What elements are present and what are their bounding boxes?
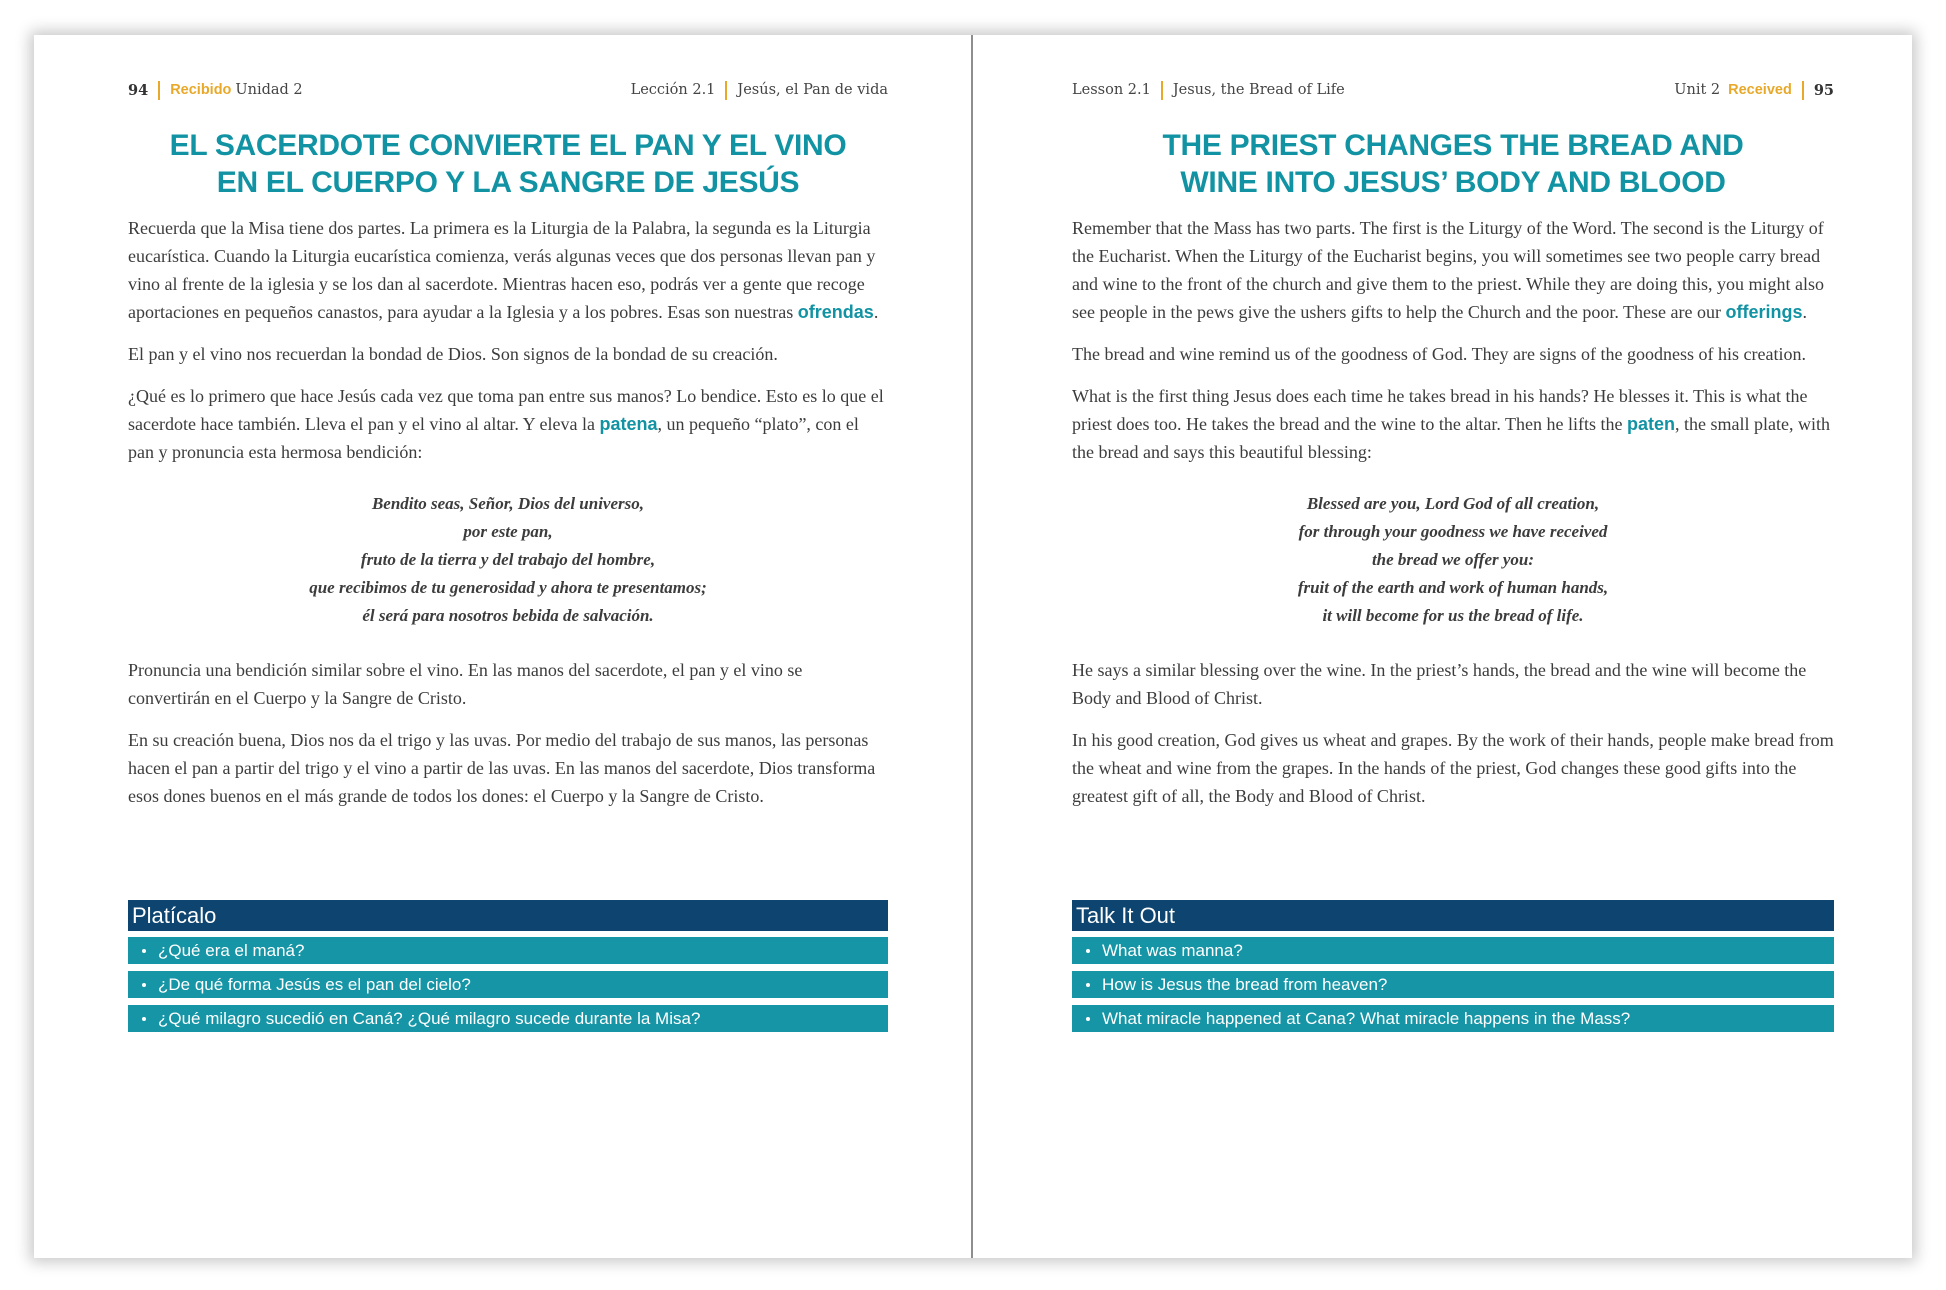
talk-item-text: ¿Qué era el maná? [158, 941, 305, 960]
unit-label: Unidad 2 [235, 82, 303, 98]
blessing-quote [128, 490, 888, 630]
talk-box-header: Talk It Out [1072, 900, 1834, 931]
talk-item [1072, 1005, 1834, 1032]
talk-box-header: Platícalo [128, 900, 888, 931]
bullet-icon [142, 1017, 146, 1021]
unit-info [128, 81, 303, 100]
title-line: THE PRIEST CHANGES THE BREAD AND [1162, 129, 1744, 162]
page-title [128, 127, 888, 201]
keyword-offerings: offerings [1725, 302, 1803, 322]
separator-bar [725, 81, 727, 100]
blessing-line: it will become for us the bread of life. [1322, 606, 1584, 625]
paragraph [1072, 382, 1834, 466]
keyword-paten: paten [1627, 414, 1676, 434]
blessing-line: Blessed are you, Lord God of all creation, [1306, 494, 1600, 513]
blessing-line: por este pan, [463, 522, 553, 541]
paragraph: El pan y el vino nos recuerdan la bondad de Dios. Son signos de la bondad de su creación. [128, 344, 778, 364]
talk-item-text: How is Jesus the bread from heaven? [1102, 975, 1388, 994]
paragraph-end: , the small plate, with the bread and says this beautiful blessing: [1072, 414, 1830, 462]
left-page [128, 35, 888, 1258]
paragraph-end: . [1802, 302, 1808, 322]
bullet-icon [1086, 983, 1090, 987]
talk-it-out-box [1072, 900, 1834, 1039]
talk-item [1072, 971, 1834, 998]
talk-item [1072, 937, 1834, 964]
paragraph: Pronuncia una bendición similar sobre el vino. En las manos del sacerdote, el pan y el vino se convertirán en el Cuerpo y la Sangre de Cristo. [128, 660, 803, 708]
paragraph [1072, 214, 1834, 326]
separator-bar [1802, 81, 1804, 100]
paragraph-text: Recuerda que la Misa tiene dos partes. La primera es la Liturgia de la Palabra, la segunda es la Liturgia eucarística. Cuando la Liturgia eucarística comienza, verás algunas veces que dos personas llevan pan y vino al frente de la iglesia y se los dan al sacerdote. Mientras hacen eso, podrás ver a gente que recoge aportaciones en pequeños canastos, para ayudar a la Iglesia y a los pobres. Esas son nuestras [128, 218, 876, 322]
paragraph-text: Remember that the Mass has two parts. The first is the Liturgy of the Word. The second is the Liturgy of the Eucharist. When the Liturgy of the Eucharist begins, you will sometimes see two people carry bread and wine to the front of the church and give them to the priest. While they are doing this, you might also see people in the pews give the ushers gifts to help the Church and the poor. These are our [1072, 218, 1824, 322]
talk-item-text: What miracle happened at Cana? What miracle happens in the Mass? [1102, 1009, 1631, 1028]
talk-item-text: What was manna? [1102, 941, 1243, 960]
lesson-info [1072, 81, 1345, 100]
title-line: EL SACERDOTE CONVIERTE EL PAN Y EL VINO [169, 129, 847, 162]
talk-it-out-box [128, 900, 888, 1039]
running-head-right [1072, 79, 1834, 101]
page-number: 95 [1813, 81, 1834, 99]
paragraph-text: What is the first thing Jesus does each time he takes bread in his hands? He blesses it. This is what the priest does too. He takes the bread and the wine to the altar. Then he lifts the [1072, 386, 1808, 434]
bullet-icon [142, 983, 146, 987]
talk-item [128, 1005, 888, 1032]
lesson-label: Lección 2.1 [630, 82, 716, 98]
unit-label: Unit 2 [1674, 82, 1721, 98]
running-head-left [128, 79, 888, 101]
paragraph [128, 382, 888, 466]
paragraph: The bread and wine remind us of the goodness of God. They are signs of the goodness of his creation. [1072, 344, 1806, 364]
lesson-title: Jesús, el Pan de vida [737, 82, 888, 98]
keyword-patena: patena [599, 414, 658, 434]
blessing-quote [1072, 490, 1834, 630]
blessing-line: que recibimos de tu generosidad y ahora te presentamos; [309, 578, 707, 597]
paragraph-end: , un pequeño “plato”, con el pan y pronuncia esta hermosa bendición: [128, 414, 859, 462]
paragraph: En su creación buena, Dios nos da el trigo y las uvas. Por medio del trabajo de sus manos, las personas hacen el pan a partir del trigo y el vino a partir de las uvas. En las manos del sacerdote, Dios transforma esos dones buenos en el más grande de todos los dones: el Cuerpo y la Sangre de Cristo. [128, 730, 876, 806]
paragraph: In his good creation, God gives us wheat and grapes. By the work of their hands, people make bread from the wheat and wine from the grapes. In the hands of the priest, God changes these good gifts into the greatest gift of all, the Body and Blood of Christ. [1072, 730, 1834, 806]
lesson-info [631, 81, 888, 100]
separator-bar [158, 81, 160, 100]
blessing-line: the bread we offer you: [1371, 550, 1535, 569]
bullet-icon [1086, 1017, 1090, 1021]
lesson-title: Jesus, the Bread of Life [1172, 82, 1345, 98]
unit-info [1674, 81, 1834, 100]
page-number: 94 [128, 81, 149, 99]
keyword-ofrendas: ofrendas [797, 302, 874, 322]
title-line: WINE INTO JESUS’ BODY AND BLOOD [1180, 166, 1726, 199]
talk-item [128, 937, 888, 964]
page-title [1072, 127, 1834, 201]
title-line: EN EL CUERPO Y LA SANGRE DE JESÚS [216, 166, 800, 199]
bullet-icon [142, 949, 146, 953]
talk-item [128, 971, 888, 998]
paragraph: He says a similar blessing over the wine. In the priest’s hands, the bread and the wine will become the Body and Blood of Christ. [1072, 660, 1807, 708]
separator-bar [1161, 81, 1163, 100]
unit-accent: Received [1728, 82, 1792, 98]
blessing-line: fruit of the earth and work of human hands, [1297, 578, 1609, 597]
book-spine [971, 35, 973, 1258]
blessing-line: Bendito seas, Señor, Dios del universo, [371, 494, 645, 513]
talk-item-text: ¿De qué forma Jesús es el pan del cielo? [158, 975, 471, 994]
right-page [1072, 35, 1834, 1258]
body-text [1072, 214, 1834, 824]
lesson-label: Lesson 2.1 [1072, 82, 1151, 98]
bullet-icon [1086, 949, 1090, 953]
blessing-line: for through your goodness we have received [1298, 522, 1608, 541]
talk-item-text: ¿Qué milagro sucedió en Caná? ¿Qué milagro sucede durante la Misa? [158, 1009, 701, 1028]
blessing-line: él será para nosotros bebida de salvación. [362, 606, 654, 625]
body-text [128, 214, 888, 824]
book-spread [34, 35, 1912, 1258]
unit-accent: Recibido [170, 82, 232, 98]
blessing-line: fruto de la tierra y del trabajo del hombre, [360, 550, 656, 569]
paragraph-text: ¿Qué es lo primero que hace Jesús cada vez que toma pan entre sus manos? Lo bendice. Esto es lo que el sacerdote hace también. Lleva el pan y el vino al altar. Y eleva la [128, 386, 884, 434]
paragraph-end: . [873, 302, 879, 322]
paragraph [128, 214, 888, 326]
